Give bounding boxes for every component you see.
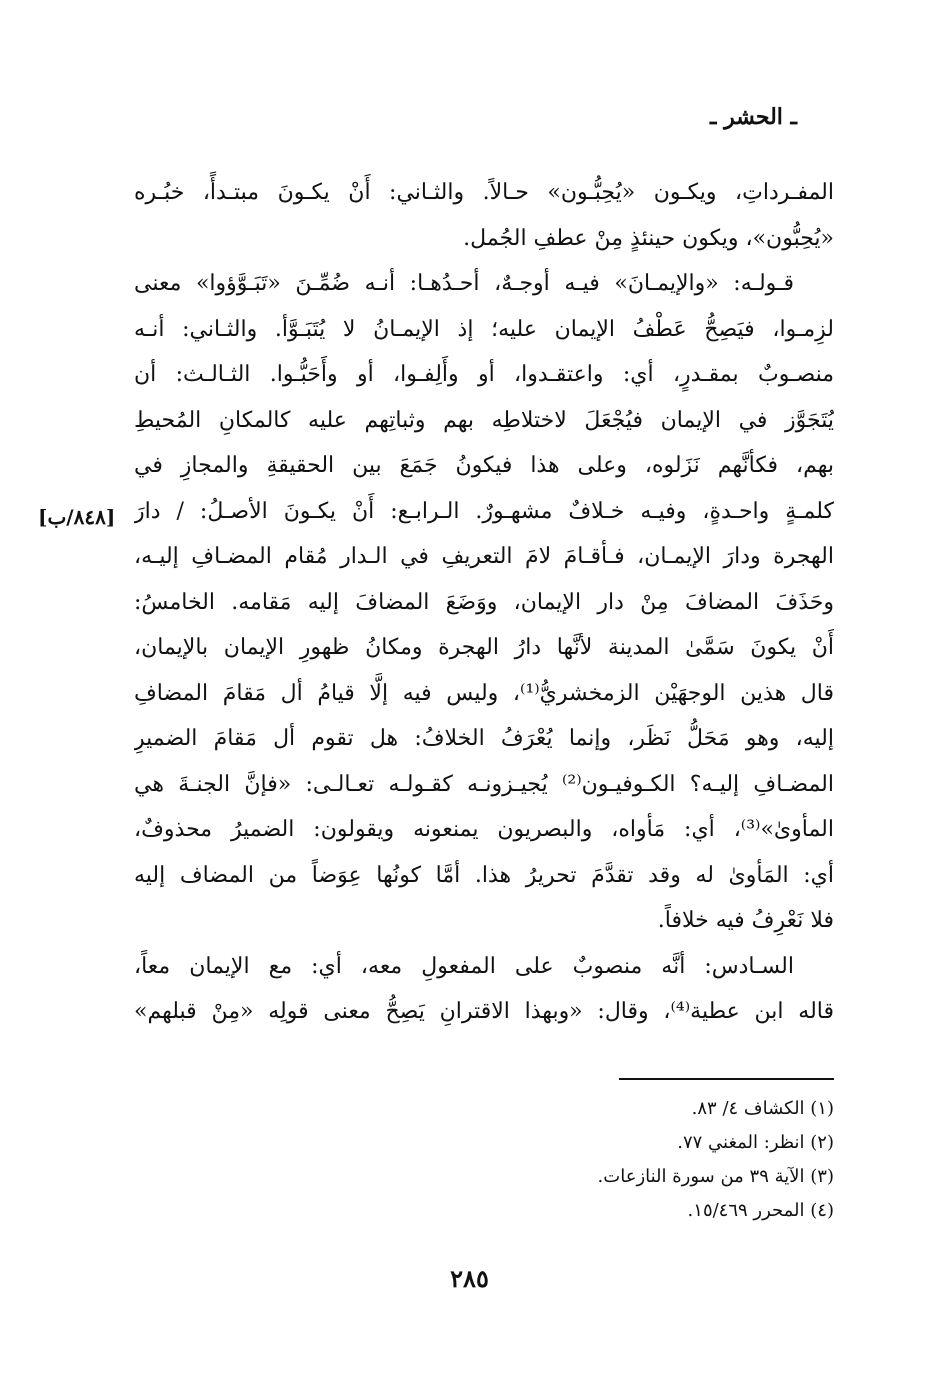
body-text [134, 170, 834, 1035]
body-line: قاله ابن عطية⁽⁴⁾، وقال: «وبهذا الاقترانِ يَصِحُّ معنى قولِه «مِنْ قبلهم» [134, 999, 834, 1024]
body-line: قـولـه: «والإيمـانَ» فيـه أوجـهٌ، أحـدُهـا: أنـه ضُمِّـنَ «تَبَـوَّؤوا» معنى [134, 271, 794, 296]
body-line: المضـافِ إليـه؟ الكـوفيـون⁽²⁾ يُجيـزونـه كقـولـه تعـالـى: «فإنَّ الجنـةَ هي [134, 771, 834, 797]
body-line: الهجرة ودارَ الإيمـان، فـأقـامَ لامَ التعريفِ في الـدار مُقام المضـافِ إليـه، [134, 544, 834, 569]
body-line: فلا نَعْرِفُ فيه خلافاً. [657, 908, 834, 933]
body-line: قال هذين الوجهَيْن الزمخشريُّ⁽¹⁾، وليس فيه إلَّا قيامُ أل مَقامَ المضافِ [134, 680, 834, 706]
body-line: لزِمـوا، فيَصِحُّ عَطْفُ الإيمان عليه؛ إذ الإيمـانُ لا يُتَبَـوَّأ. والثـاني: أنـه [134, 316, 834, 342]
footnote: (٤) المحرر ١٥/٤٦٩. [687, 1200, 834, 1221]
body-line: المأوىٰ»⁽³⁾، أي: مَأواه، والبصريون يمنعونه ويقولون: الضميرُ محذوفٌ، [134, 817, 834, 842]
footnote: (١) الكشاف ٤/ ٨٣. [691, 1098, 834, 1119]
body-line: السـادس: أنَّه منصوبٌ على المفعولِ معه، أي: مع الإيمان معاً، [134, 953, 794, 979]
body-line: بهم، فكأنَّهم نَزَلوه، وعلى هذا فيكونُ جَمَعَ بين الحقيقةِ والمجازِ في [134, 453, 834, 478]
body-line: أي: المَأوىٰ له وقد تقدَّمَ تحريرُ هذا. أمَّا كونُها عِوَضاً من المضاف إليه [134, 862, 834, 888]
body-line: منصـوبٌ بمقـدرٍ، أي: واعتقـدوا، أو وأَلِفـوا، أو وأَحَبُّـوا. الثـالـث: أن [134, 362, 834, 387]
footnote: (٣) الآية ٣٩ من سورة النازعات. [597, 1166, 834, 1187]
body-line: كلمـةٍ واحـدةٍ، وفيـه خـلافٌ مشهـورٌ. الـرابـع: أَنْ يكـونَ الأصـلُ: / دارَ [134, 498, 834, 524]
body-line: إليه، وهو مَحَلُّ نَظَر، وإنما يُعْرَفُ الخلافُ: هل تقوم أل مَقامَ الضميرِ [134, 726, 834, 751]
body-line: وحَذَفَ المضافَ مِنْ دار الإيمان، ووَضَعَ المضافَ إليه مَقامه. الخامسُ: [134, 589, 834, 615]
footnotes [134, 1092, 834, 1228]
manuscript-folio-note: [٨٤٨/ب] [38, 505, 116, 529]
running-header: ـ الحشر ـ [710, 104, 797, 130]
footnote: (٢) انظر: المغني ٧٧. [677, 1132, 834, 1153]
body-line: «يُحِبُّون»، ويكون حينئذٍ مِنْ عطفِ الجُمل. [463, 225, 834, 251]
footnote-divider [619, 1078, 834, 1080]
body-line: أَنْ يكونَ سَمَّىٰ المدينة لأنَّها دارُ الهجرة ومكانُ ظهورِ الإيمان بالإيمان، [134, 635, 834, 660]
body-line: المفـرداتِ، ويكـون «يُحِبُّـون» حـالاً. والثـاني: أَنْ يكـونَ مبتـدأً، خبُـره [134, 180, 834, 205]
page-number: ٢٨٥ [450, 1264, 489, 1293]
body-line: يُتَجَوَّز في الإيمان فيُجْعَلَ لاختلاطِه بهم وثباتِهم عليه كالمكانِ المُحيطِ [134, 407, 834, 433]
